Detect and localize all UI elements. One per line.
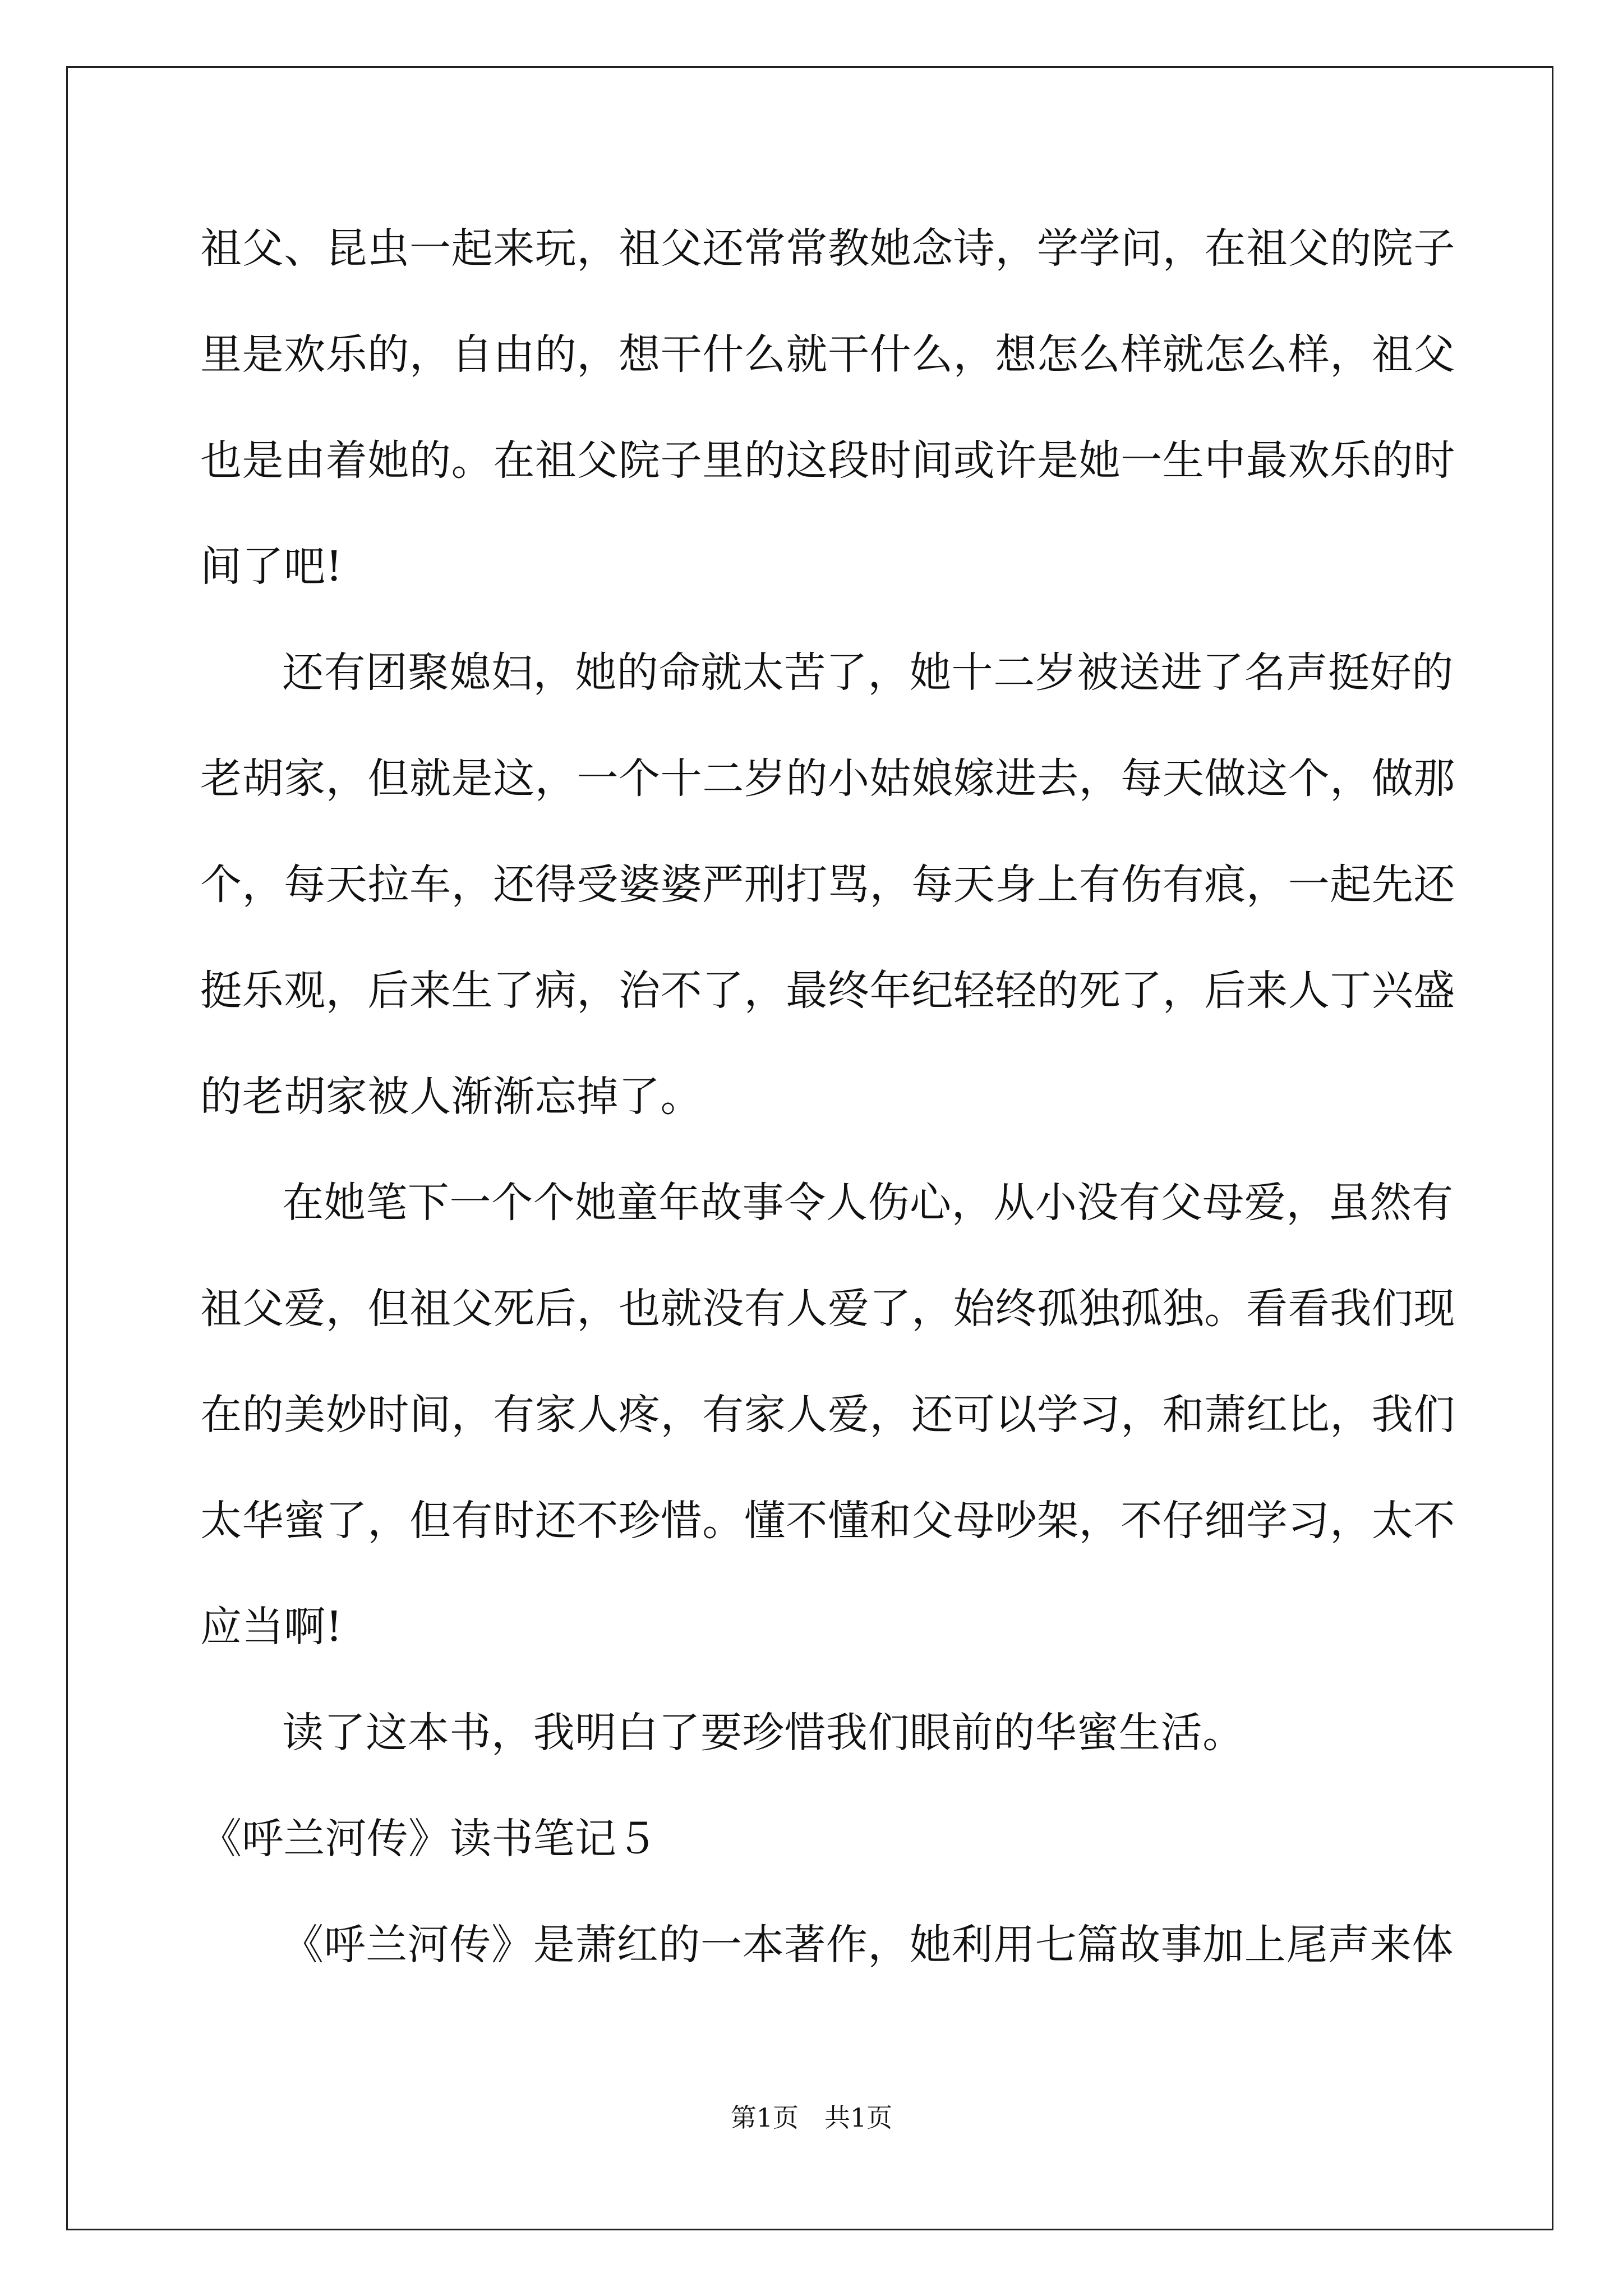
paragraph-start-line: 在她笔下一个个她童年故事令人伤心，从小没有父母爱，虽然有 [282,1179,1454,1227]
section-heading: 《呼兰河传》读书笔记５ [200,1815,658,1863]
body-line: 应当啊! [200,1603,343,1651]
page-number: 第1页 共1页 [730,2102,893,2133]
paragraph-start-line: 还有团聚媳妇，她的命就太苦了，她十二岁被送进了名声挺好的 [282,648,1454,697]
paragraph-start-line: 《呼兰河传》是萧红的一本著作，她利用七篇故事加上尾声来体 [282,1921,1454,1969]
document-body [200,218,1455,2020]
body-line: 挺乐观，后来生了病，治不了，最终年纪轻轻的死了，后来人丁兴盛 [200,967,1455,1015]
paragraph-start-line: 读了这本书，我明白了要珍惜我们眼前的华蜜生活。 [282,1709,1244,1757]
body-line: 老胡家，但就是这，一个十二岁的小姑娘嫁进去，每天做这个，做那 [200,754,1455,803]
body-line: 也是由着她的。在祖父院子里的这段时间或许是她一生中最欢乐的时 [200,436,1455,485]
body-line: 间了吧! [200,542,343,591]
body-line: 的老胡家被人渐渐忘掉了。 [200,1073,703,1121]
body-line: 在的美妙时间，有家人疼，有家人爱，还可以学习，和萧红比，我们 [200,1391,1455,1439]
body-line: 个，每天拉车，还得受婆婆严刑打骂，每天身上有伤有痕，一起先还 [200,861,1455,909]
body-line: 太华蜜了，但有时还不珍惜。懂不懂和父母吵架，不仔细学习，太不 [200,1497,1455,1545]
body-line: 祖父、昆虫一起来玩，祖父还常常教她念诗，学学问，在祖父的院子 [200,224,1455,273]
body-line: 里是欢乐的，自由的，想干什么就干什么，想怎么样就怎么样，祖父 [200,330,1455,379]
body-line: 祖父爱，但祖父死后，也就没有人爱了，始终孤独孤独。看看我们现 [200,1285,1455,1333]
